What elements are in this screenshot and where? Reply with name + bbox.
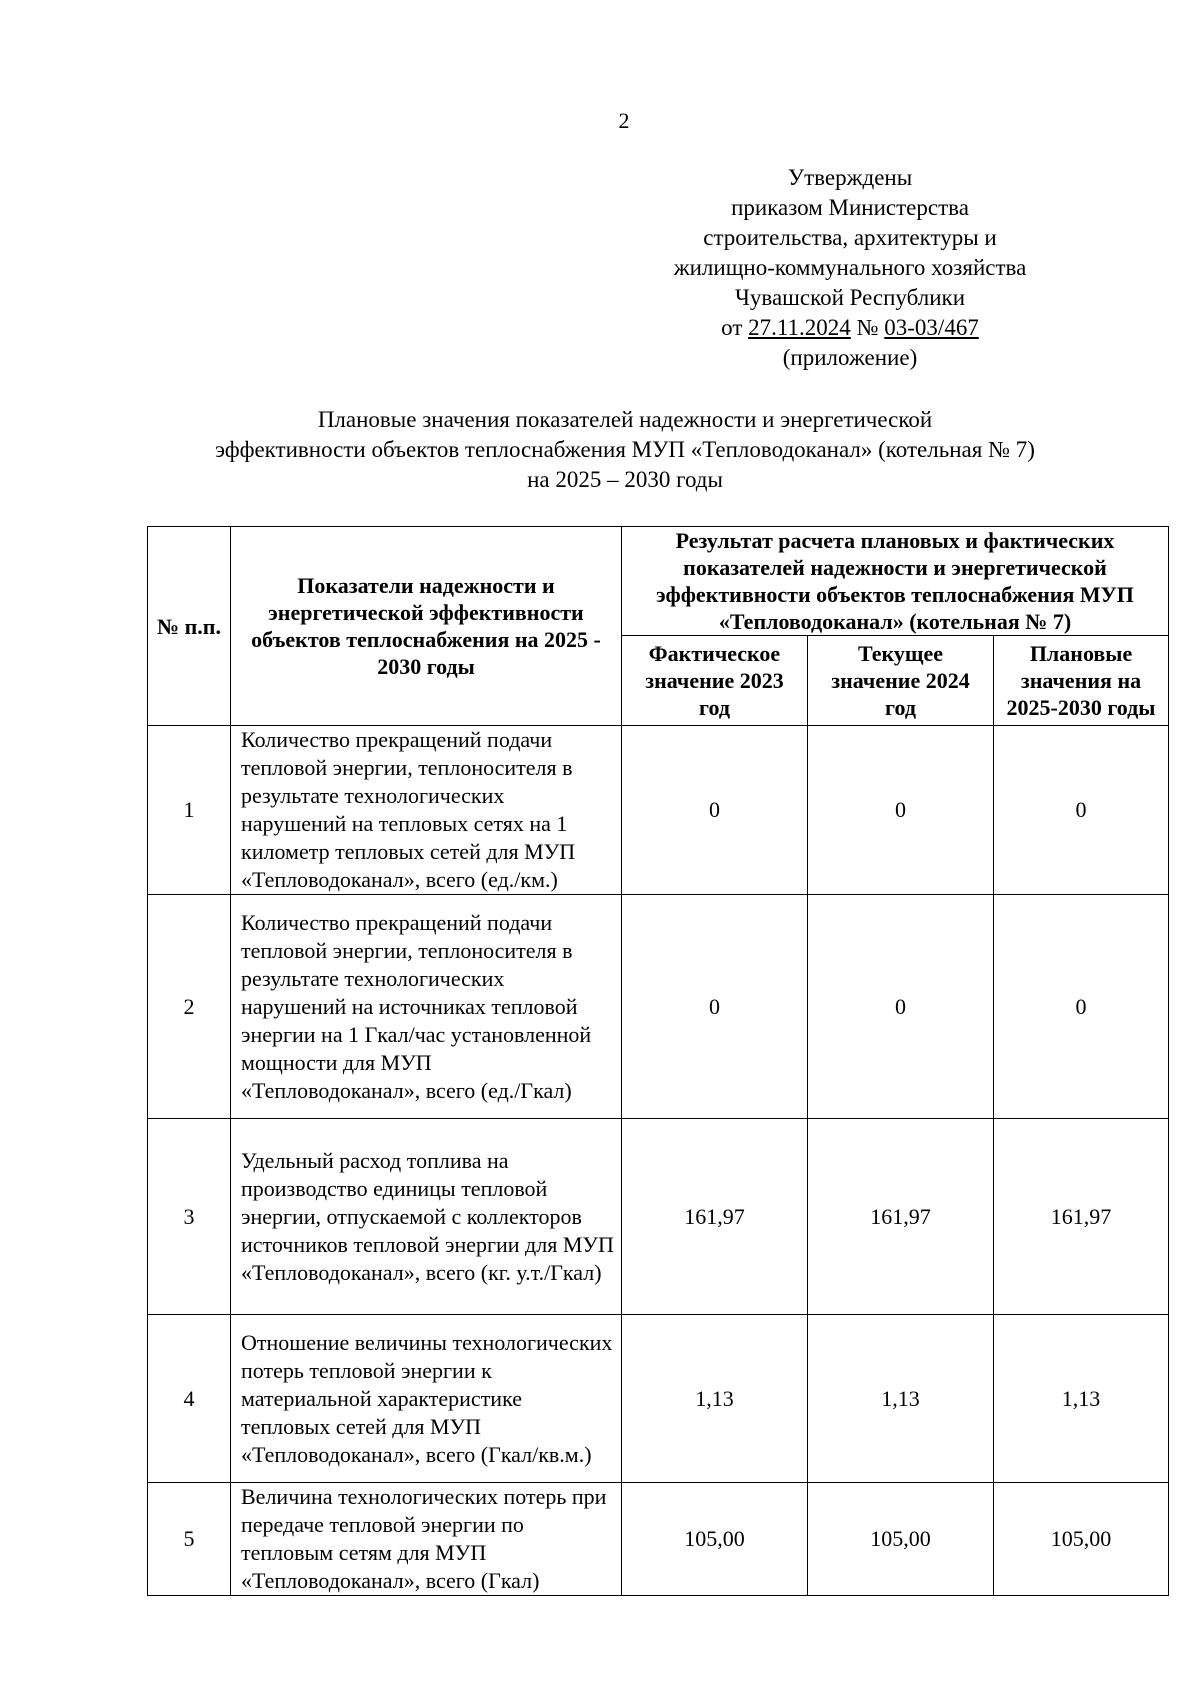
approval-block: [620, 163, 1080, 373]
row-indicator: Количество прекращений подачи тепловой энергии, теплоносителя в результате технологических нарушений на источниках тепловой энергии на 1 Гкал/час установленной мощности для МУП «Тепловодоканал», всего (ед./Гкал): [231, 895, 622, 1119]
approval-note: (приложение): [782, 345, 918, 370]
row-current: 105,00: [808, 1483, 994, 1596]
row-num: 2: [148, 895, 231, 1119]
row-num: 4: [148, 1315, 231, 1483]
row-num: 5: [148, 1483, 231, 1596]
row-indicator: Удельный расход топлива на производство единицы тепловой энергии, отпускаемой с коллекторов источников тепловой энергии для МУП «Тепловодоканал», всего (кг. у.т./Гкал): [231, 1119, 622, 1315]
approval-line-2: приказом Министерства: [731, 195, 969, 220]
approval-line-3: строительства, архитектуры и: [703, 225, 997, 250]
row-num: 1: [148, 726, 231, 895]
table-row: [148, 1119, 1169, 1315]
title-line-1: Плановые значения показателей надежности и энергетической: [317, 407, 933, 432]
row-current: 0: [808, 895, 994, 1119]
approval-date-line: [620, 313, 1080, 343]
row-current: 161,97: [808, 1119, 994, 1315]
title-line-3: на 2025 – 2030 годы: [527, 467, 723, 492]
row-indicator: Количество прекращений подачи тепловой энергии, теплоносителя в результате технологических нарушений на тепловых сетях на 1 километр тепловых сетей для МУП «Тепловодоканал», всего (ед./км.): [231, 726, 622, 895]
header-actual: Фактическое значение 2023 год: [622, 636, 808, 726]
table-row: [148, 895, 1169, 1119]
row-actual: 0: [622, 726, 808, 895]
approval-line-4: жилищно-коммунального хозяйства: [673, 255, 1027, 280]
approval-line-5: Чувашской Республики: [734, 285, 966, 310]
row-current: 0: [808, 726, 994, 895]
header-current: Текущее значение 2024 год: [808, 636, 994, 726]
row-planned: 1,13: [994, 1315, 1169, 1483]
row-actual: 161,97: [622, 1119, 808, 1315]
row-indicator: Отношение величины технологических потерь тепловой энергии к материальной характеристике тепловых сетей для МУП «Тепловодоканал», всего (Гкал/кв.м.): [231, 1315, 622, 1483]
row-planned: 105,00: [994, 1483, 1169, 1596]
header-num: № п.п.: [148, 527, 231, 726]
table-row: [148, 726, 1169, 895]
row-indicator: Величина технологических потерь при передаче тепловой энергии по тепловым сетям для МУП «Тепловодоканал», всего (Гкал): [231, 1483, 622, 1596]
approval-number: 03-03/467: [884, 315, 979, 340]
table-row: [148, 1315, 1169, 1483]
approval-number-prefix: №: [856, 315, 879, 340]
header-indicator: Показатели надежности и энергетической эффективности объектов теплоснабжения на 2025 - 2030 годы: [231, 527, 622, 726]
page-number: 2: [618, 108, 630, 133]
approval-line-1: Утверждены: [787, 165, 913, 190]
document-title: [130, 405, 1120, 495]
header-planned: Плановые значения на 2025-2030 годы: [994, 636, 1169, 726]
indicators-table: [147, 526, 1169, 1596]
row-actual: 0: [622, 895, 808, 1119]
approval-date: 27.11.2024: [748, 315, 851, 340]
row-current: 1,13: [808, 1315, 994, 1483]
table-row: [148, 1483, 1169, 1596]
approval-date-prefix: от: [721, 315, 743, 340]
row-actual: 105,00: [622, 1483, 808, 1596]
row-planned: 0: [994, 895, 1169, 1119]
row-planned: 0: [994, 726, 1169, 895]
row-actual: 1,13: [622, 1315, 808, 1483]
row-num: 3: [148, 1119, 231, 1315]
row-planned: 161,97: [994, 1119, 1169, 1315]
title-line-2: эффективности объектов теплоснабжения МУП «Тепловодоканал» (котельная № 7): [215, 437, 1035, 462]
header-group: Результат расчета плановых и фактических показателей надежности и энергетической эффективности объектов теплоснабжения МУП «Тепловодоканал» (котельная № 7): [622, 527, 1169, 636]
